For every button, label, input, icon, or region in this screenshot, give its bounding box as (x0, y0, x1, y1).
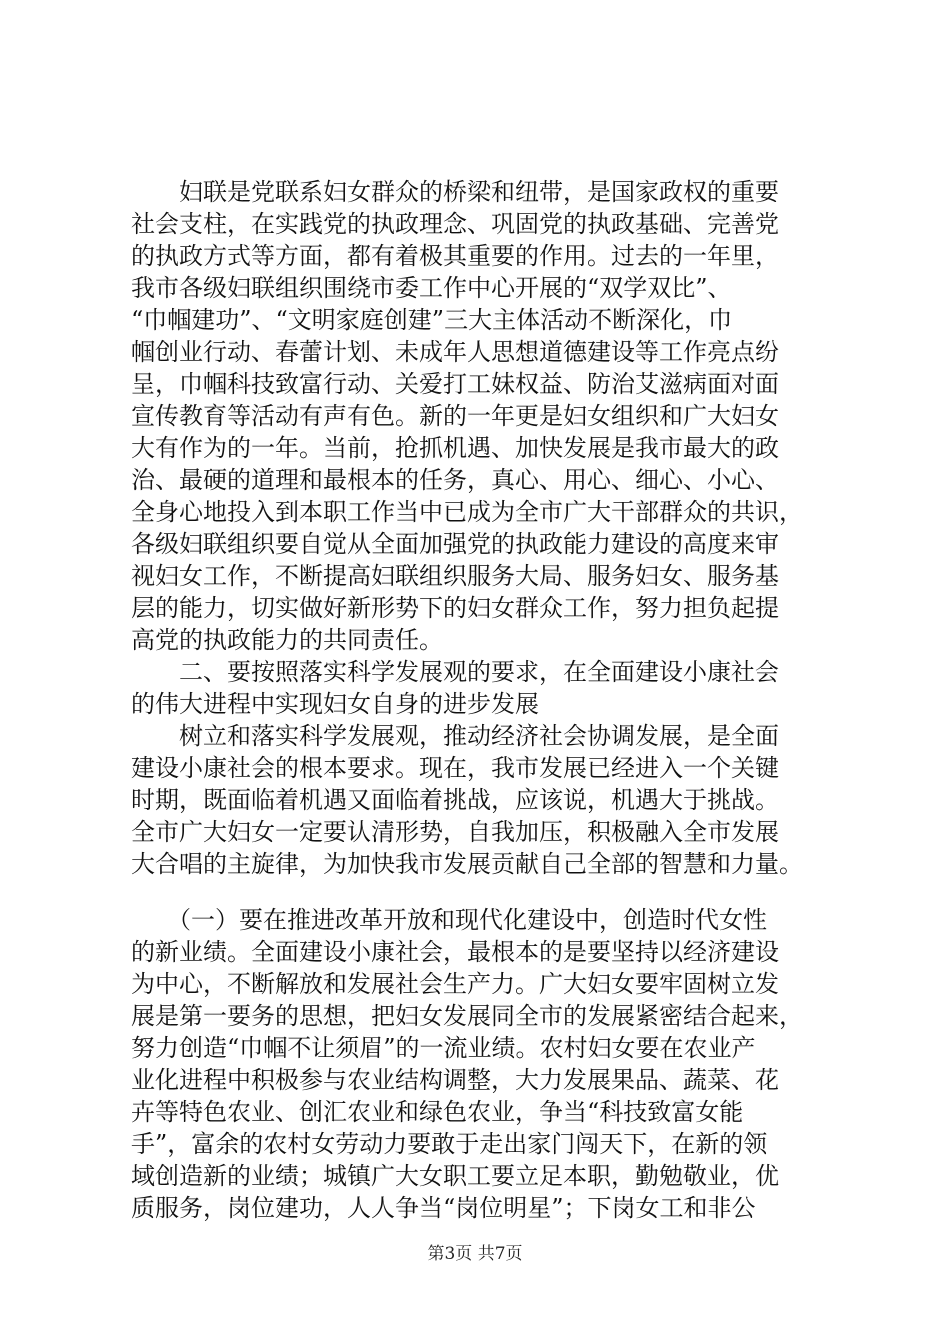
text-line: 大合唱的主旋律，为加快我市发展贡献自己全部的智慧和力量。 (131, 850, 803, 878)
text-line: 努力创造“巾帼不让须眉”的一流业绩。农村妇女要在农业产 (131, 1034, 756, 1062)
page-footer: 第3页 共7页 (427, 1244, 523, 1264)
text-line: 帼创业行动、春蕾计划、未成年人思想道德建设等工作亮点纷 (131, 338, 779, 366)
text-line: 社会支柱，在实践党的执政理念、巩固党的执政基础、完善党 (131, 210, 779, 238)
text-line: 质服务，岗位建功，人人争当“岗位明星”；下岗女工和非公 (131, 1194, 756, 1222)
text-line: 大有作为的一年。当前，抢抓机遇、加快发展是我市最大的政 (131, 434, 779, 462)
text-line: 层的能力，切实做好新形势下的妇女群众工作，努力担负起提 (131, 594, 779, 622)
text-line: 呈，巾帼科技致富行动、关爱打工妹权益、防治艾滋病面对面 (131, 370, 779, 398)
text-line: 视妇女工作，不断提高妇联组织服务大局、服务妇女、服务基 (131, 562, 779, 590)
text-line: 的新业绩。全面建设小康社会，最根本的是要坚持以经济建设 (131, 938, 779, 966)
text-line: 展是第一要务的思想，把妇女发展同全市的发展紧密结合起来， (131, 1002, 803, 1030)
text-line: 建设小康社会的根本要求。现在，我市发展已经进入一个关键 (131, 754, 779, 782)
text-line: （一）要在推进改革开放和现代化建设中，创造时代女性 (131, 906, 767, 934)
text-line: 全身心地投入到本职工作当中已成为全市广大干部群众的共识， (131, 498, 803, 526)
text-line: 业化进程中积极参与农业结构调整，大力发展果品、蔬菜、花 (131, 1066, 779, 1094)
text-line: 的执政方式等方面，都有着极其重要的作用。过去的一年里， (131, 242, 779, 270)
text-line: 治、最硬的道理和最根本的任务，真心、用心、细心、小心、 (131, 466, 779, 494)
text-line: 手”，富余的农村女劳动力要敢于走出家门闯天下，在新的领 (131, 1130, 768, 1158)
section-heading-line: 的伟大进程中实现妇女自身的进步发展 (131, 690, 539, 718)
text-line: 树立和落实科学发展观，推动经济社会协调发展，是全面 (131, 722, 779, 750)
text-line: 各级妇联组织要自觉从全面加强党的执政能力建设的高度来审 (131, 530, 779, 558)
text-line: 时期，既面临着机遇又面临着挑战，应该说，机遇大于挑战。 (131, 786, 779, 814)
text-line: 妇联是党联系妇女群众的桥梁和纽带，是国家政权的重要 (131, 178, 779, 206)
text-line: 卉等特色农业、创汇农业和绿色农业，争当“科技致富女能 (131, 1098, 744, 1126)
text-line: 宣传教育等活动有声有色。新的一年更是妇女组织和广大妇女 (131, 402, 779, 430)
text-line: 高党的执政能力的共同责任。 (131, 626, 443, 654)
text-line: 全市广大妇女一定要认清形势，自我加压，积极融入全市发展 (131, 818, 779, 846)
text-line: 域创造新的业绩；城镇广大女职工要立足本职，勤勉敬业，优 (131, 1162, 779, 1190)
text-line: 我市各级妇联组织围绕市委工作中心开展的“双学双比”、 (131, 274, 732, 302)
text-line: “巾帼建功”、“文明家庭创建”三大主体活动不断深化，巾 (131, 306, 733, 334)
text-line: 为中心，不断解放和发展社会生产力。广大妇女要牢固树立发 (131, 970, 779, 998)
section-heading-line: 二、要按照落实科学发展观的要求，在全面建设小康社会 (131, 658, 779, 686)
